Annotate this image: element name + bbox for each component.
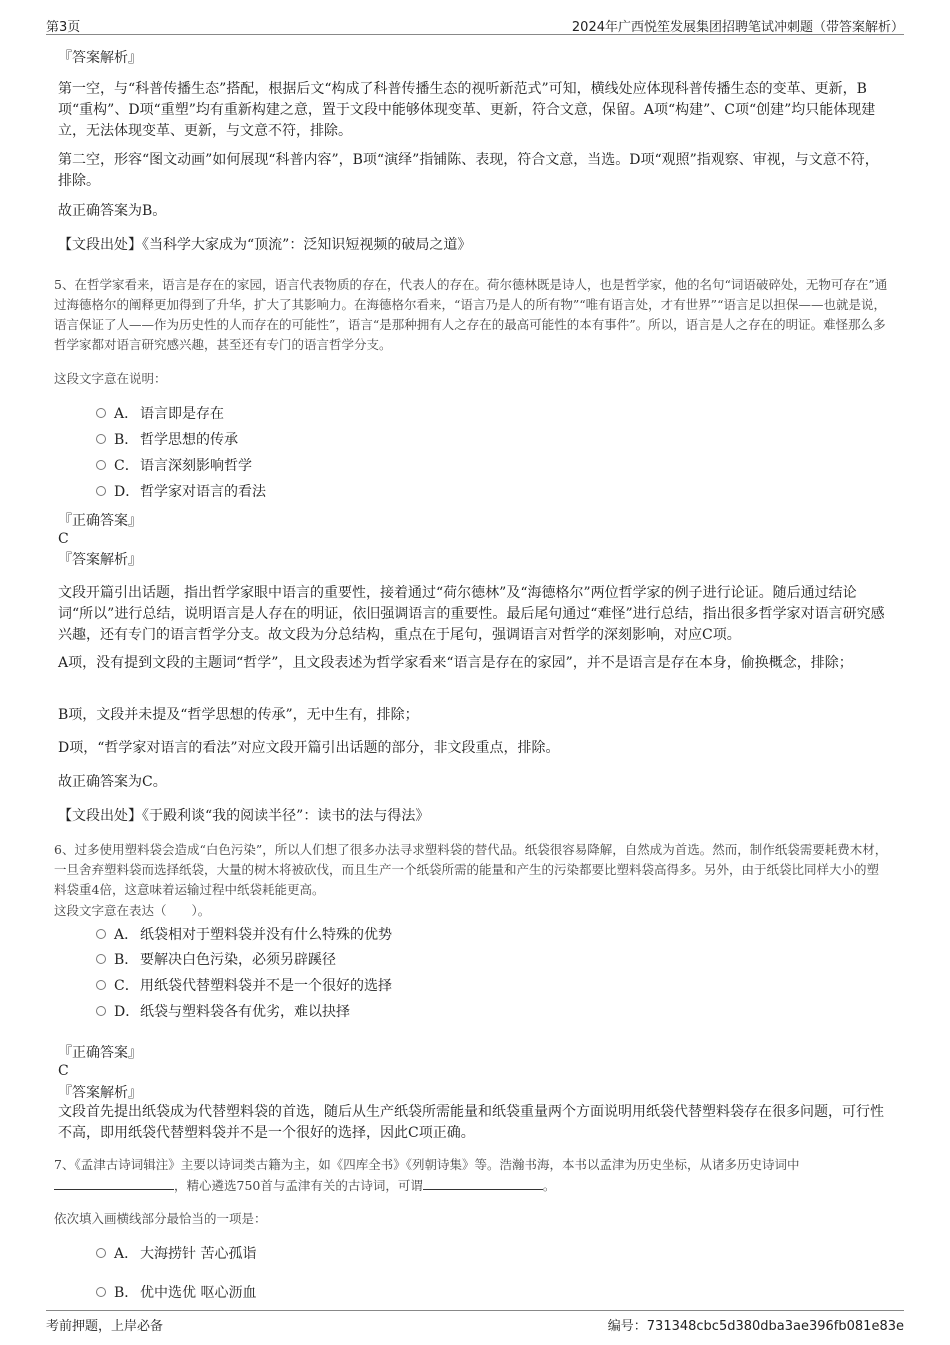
- q6-option-b[interactable]: B． 要解决白色污染，必须另辟蹊径: [96, 950, 336, 970]
- q5-analysis-p4: D项，“哲学家对语言的看法”对应文段开篇引出话题的部分，非文段重点，排除。: [58, 740, 560, 756]
- q6-prompt: 这段文字意在表达（ ）。: [54, 903, 211, 918]
- q5-analysis-label: 『答案解析』: [58, 552, 142, 568]
- radio-icon[interactable]: [96, 460, 106, 470]
- q4-analysis-p1: 第一空，与“科普传播生态”搭配，根据后文“构成了科普传播生态的视听新范式”可知，横线处应体现科普传播生态的变革、更新，B项“重构”、D项“重塑”均有重新构建之意，置于文段中能够体现变革、更新，符合文意，保留。A项“构建”、C项“创建”均只能体现建立，无法体现变革、更新，与文意不符，排除。: [58, 81, 876, 139]
- q5-option-d[interactable]: D．哲学家对语言的看法: [96, 482, 266, 502]
- q5-option-b[interactable]: B． 哲学思想的传承: [96, 430, 238, 450]
- q6-option-c[interactable]: C．用纸袋代替塑料袋并不是一个很好的选择: [96, 976, 392, 996]
- page-number: 第3页: [46, 20, 81, 35]
- q6-correct-label: 『正确答案』: [58, 1045, 142, 1061]
- radio-icon[interactable]: [96, 929, 106, 939]
- q5-analysis-p5: 故正确答案为C。: [58, 774, 167, 790]
- q5-correct-label: 『正确答案』: [58, 513, 142, 529]
- radio-icon[interactable]: [96, 954, 106, 964]
- radio-icon[interactable]: [96, 486, 106, 496]
- q5-option-c[interactable]: C．语言深刻影响哲学: [96, 456, 252, 476]
- q4-analysis-p3: 故正确答案为B。: [58, 203, 167, 219]
- q6-analysis-p1: 文段首先提出纸袋成为代替塑料袋的首选，随后从生产纸袋所需能量和纸袋重量两个方面说明用纸袋代替塑料袋存在很多问题，可行性不高，即用纸袋代替塑料袋并不是一个很好的选择，因此C项正确。: [58, 1104, 884, 1141]
- q6-option-d[interactable]: D．纸袋与塑料袋各有优劣，难以抉择: [96, 1002, 350, 1022]
- q6-stem: 6、过多使用塑料袋会造成“白色污染”，所以人们想了很多办法寻求塑料袋的替代品。纸袋很容易降解，自然成为首选。然而，制作纸袋需要耗费木材，一旦舍弃塑料袋而选择纸袋，大量的树木将被砍伐，而且生产一个纸袋所需的能量和产生的污染都要比塑料袋高得多。另外，由于纸袋比同样大小的塑料袋重4倍，这意味着运输过程中纸袋耗能更高。: [54, 842, 888, 897]
- q5-stem: 5、在哲学家看来，语言是存在的家园，语言代表物质的存在，代表人的存在。荷尔德林既是诗人，也是哲学家，他的名句“词语破碎处，无物可存在”通过海德格尔的阐释更加得到了升华，扩大了其影响力。在海德格尔看来，“语言乃是人的所有物”“唯有语言处，才有世界”“语言足以担保——也就是说，语言保证了人——作为历史性的人而存在的可能性”，语言“是那种拥有人之存在的最高可能性的本有事件”。所以，语言是人之存在的明证。难怪那么多哲学家都对语言研究感兴趣，甚至还有专门的语言哲学分支。: [54, 277, 888, 352]
- radio-icon[interactable]: [96, 1248, 106, 1258]
- q5-option-a[interactable]: A． 语言即是存在: [96, 404, 224, 424]
- page-footer: [46, 1310, 904, 1334]
- page-header: [46, 14, 904, 35]
- document-id: 编号：731348cbc5d380dba3ae396fb081e83e: [607, 1319, 904, 1334]
- q6-option-a[interactable]: A． 纸袋相对于塑料袋并没有什么特殊的优势: [96, 925, 392, 945]
- q7-prompt: 依次填入画横线部分最恰当的一项是：: [54, 1211, 267, 1226]
- radio-icon[interactable]: [96, 434, 106, 444]
- q6-correct-answer: C: [58, 1063, 69, 1079]
- radio-icon[interactable]: [96, 1287, 106, 1297]
- q5-analysis-p3: B项，文段并未提及“哲学思想的传承”，无中生有，排除；: [58, 707, 419, 723]
- q5-correct-answer: C: [58, 531, 69, 547]
- q7-option-b[interactable]: B． 优中选优 呕心沥血: [96, 1283, 256, 1303]
- q5-prompt: 这段文字意在说明：: [54, 371, 167, 386]
- q5-source: 【文段出处】《于殿利谈“我的阅读半径”：读书的法与得法》: [58, 808, 430, 824]
- q4-analysis-label: 『答案解析』: [58, 50, 142, 66]
- q7-option-a[interactable]: A． 大海捞针 苦心孤诣: [96, 1244, 256, 1264]
- q4-source: 【文段出处】《当科学大家成为“顶流”：泛知识短视频的破局之道》: [58, 237, 472, 253]
- radio-icon[interactable]: [96, 980, 106, 990]
- radio-icon[interactable]: [96, 1006, 106, 1016]
- document-title: 2024年广西悦笙发展集团招聘笔试冲刺题（带答案解析）: [571, 20, 904, 35]
- q6-analysis-label: 『答案解析』: [58, 1085, 142, 1101]
- q5-analysis-p2: A项，没有提到文段的主题词“哲学”，且文段表述为哲学家看来“语言是存在的家园”，并不是语言是存在本身，偷换概念，排除；: [58, 655, 853, 671]
- fill-blank-1: [54, 1175, 174, 1190]
- fill-blank-2: [423, 1175, 543, 1190]
- q7-stem: 7、《孟津古诗词辑注》主要以诗词类古籍为主，如《四库全书》《列朝诗集》等。浩瀚书海，本书以孟津为历史坐标，从诸多历史诗词中，精心遴选750首与孟津有关的古诗词，可谓 。: [54, 1157, 800, 1193]
- q4-analysis-p2: 第二空，形容“图文动画”如何展现“科普内容”，B项“演绎”指铺陈、表现，符合文意，当选。D项“观照”指观察、审视，与文意不符，排除。: [58, 152, 879, 189]
- footer-slogan: 考前押题，上岸必备: [46, 1319, 164, 1334]
- q5-analysis-p1: 文段开篇引出话题，指出哲学家眼中语言的重要性，接着通过“荷尔德林”及“海德格尔”两位哲学家的例子进行论证。随后通过结论词“所以”进行总结，说明语言是人存在的明证，依旧强调语言的重要性。最后尾句通过“难怪”进行总结，指出很多哲学家对语言研究感兴趣，还有专门的语言哲学分支。故文段为分总结构，重点在于尾句，强调语言对哲学的深刻影响，对应C项。: [58, 585, 885, 643]
- radio-icon[interactable]: [96, 408, 106, 418]
